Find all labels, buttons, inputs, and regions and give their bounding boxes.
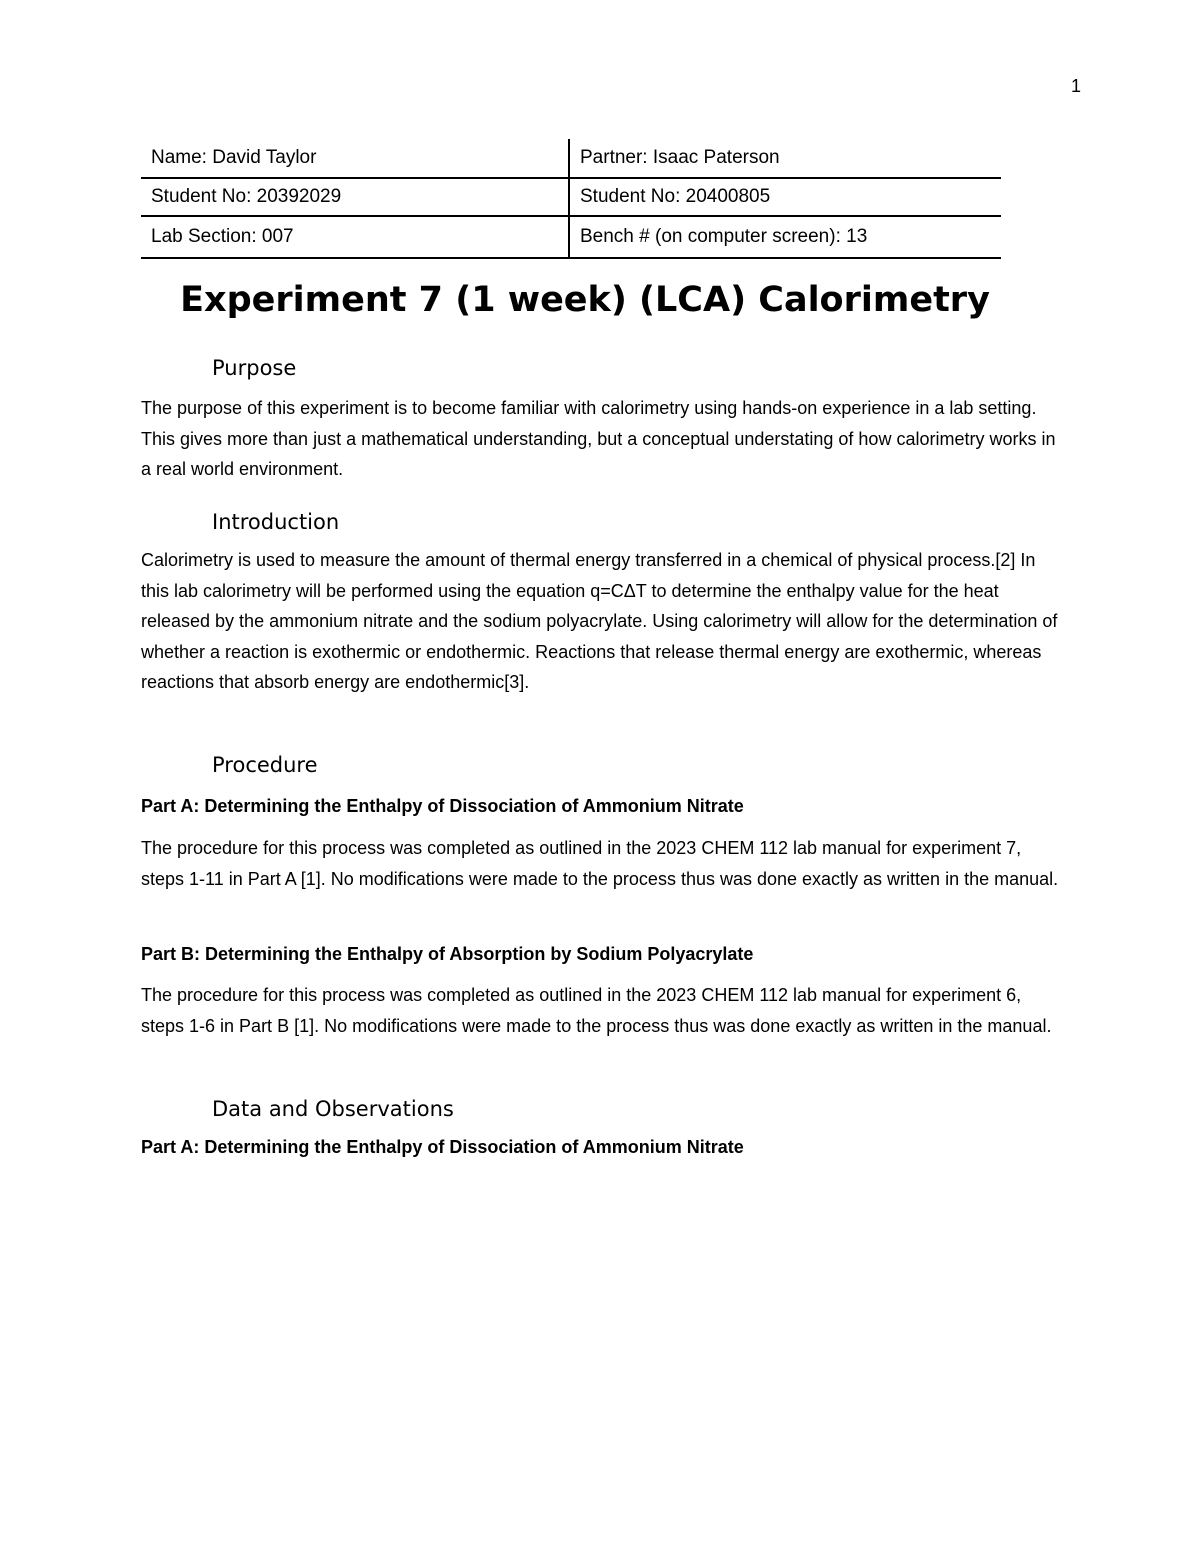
introduction-text: Calorimetry is used to measure the amount of thermal energy transferred in a chemical of physical process.[2] In this lab calorimetry will be performed using the equation q=CΔT to determine the enthalpy value for the heat released by the ammonium nitrate and the sodium polyacrylate. Using calorimetry will allow for the determination of whether a reaction is exothermic or endothermic. Reactions that release thermal energy are exothermic, whereas reactions that absorb energy are endothermic[3]. (141, 550, 1058, 692)
bench-cell: Bench # (on computer screen): 13 (569, 216, 1001, 258)
introduction-heading: Introduction (212, 510, 340, 534)
partner-student-number-cell: Student No: 20400805 (569, 178, 1001, 216)
page-number: 1 (1070, 76, 1081, 96)
purpose-text: The purpose of this experiment is to become familiar with calorimetry using hands-on experience in a lab setting. This gives more than just a mathematical understanding, but a conceptual understating of how calorimetry works in a real world environment. (141, 398, 1056, 479)
procedure-part-b-heading: Part B: Determining the Enthalpy of Absorption by Sodium Polyacrylate (141, 944, 754, 964)
procedure-heading: Procedure (212, 753, 318, 777)
document-title: Experiment 7 (1 week) (LCA) Calorimetry (180, 280, 990, 320)
data-part-a-heading: Part A: Determining the Enthalpy of Dissociation of Ammonium Nitrate (141, 1137, 744, 1157)
student-info-table (141, 139, 1001, 259)
name-cell: Name: David Taylor (141, 139, 569, 178)
partner-cell: Partner: Isaac Paterson (569, 139, 1001, 178)
table-row (141, 139, 1001, 178)
data-observations-heading: Data and Observations (212, 1097, 454, 1121)
purpose-heading: Purpose (212, 356, 297, 380)
lab-section-cell: Lab Section: 007 (141, 216, 569, 258)
procedure-part-a-heading: Part A: Determining the Enthalpy of Dissociation of Ammonium Nitrate (141, 796, 744, 816)
procedure-part-a-text: The procedure for this process was completed as outlined in the 2023 CHEM 112 lab manual for experiment 7, steps 1-11 in Part A [1]. No modifications were made to the process thus was done exactly as written in the manual. (141, 838, 1059, 889)
procedure-part-b-text: The procedure for this process was completed as outlined in the 2023 CHEM 112 lab manual for experiment 6, steps 1-6 in Part B [1]. No modifications were made to the process thus was done exactly as written in the manual. (141, 985, 1052, 1036)
table-row (141, 178, 1001, 216)
table-row (141, 216, 1001, 258)
student-number-cell: Student No: 20392029 (141, 178, 569, 216)
